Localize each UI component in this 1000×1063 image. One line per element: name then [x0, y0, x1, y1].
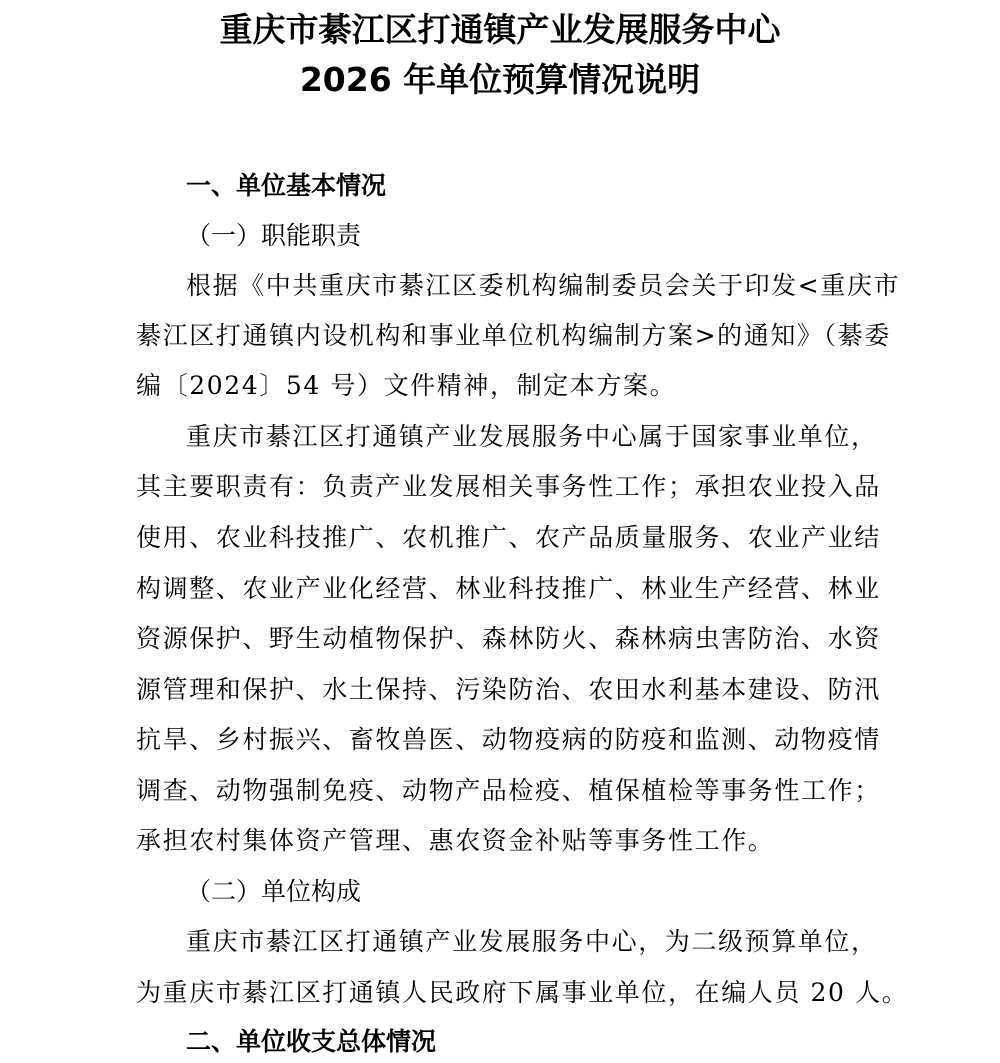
- paragraph-2-line-7: 抗旱、乡村振兴、畜牧兽医、动物疫病的防疫和监测、动物疫情: [136, 725, 881, 754]
- section-2-heading: 二、单位收支总体情况: [186, 1027, 437, 1056]
- paragraph-1-line-2: 綦江区打通镇内设机构和事业单位机构编制方案>的通知》（綦委: [136, 321, 891, 350]
- paragraph-2-line-4: 构调整、农业产业化经营、林业科技推广、林业生产经营、林业: [136, 574, 881, 603]
- subsection-1-heading: （一）职能职责: [186, 221, 362, 250]
- paragraph-2-line-2: 其主要职责有：负责产业发展相关事务性工作；承担农业投入品: [136, 472, 881, 501]
- document-title-line-2: 2026 年单位预算情况说明: [299, 60, 701, 99]
- paragraph-2-line-1: 重庆市綦江区打通镇产业发展服务中心属于国家事业单位，: [186, 422, 878, 451]
- paragraph-1-line-3: 编〔2024〕54 号）文件精神，制定本方案。: [136, 371, 677, 400]
- paragraph-2-line-5: 资源保护、野生动植物保护、森林防火、森林病虫害防治、水资: [136, 624, 881, 653]
- paragraph-2-line-8: 调查、动物强制免疫、动物产品检疫、植保植检等事务性工作；: [136, 776, 881, 805]
- document-title-line-1: 重庆市綦江区打通镇产业发展服务中心: [219, 10, 781, 49]
- paragraph-1-line-1: 根据《中共重庆市綦江区委机构编制委员会关于印发<重庆市: [186, 271, 901, 300]
- section-1-heading: 一、单位基本情况: [186, 171, 387, 200]
- paragraph-3-line-1: 重庆市綦江区打通镇产业发展服务中心，为二级预算单位，: [186, 927, 878, 956]
- paragraph-2-line-6: 源管理和保护、水土保持、污染防治、农田水利基本建设、防汛: [136, 675, 881, 704]
- subsection-2-heading: （二）单位构成: [186, 877, 362, 906]
- paragraph-2-line-9: 承担农村集体资产管理、惠农资金补贴等事务性工作。: [136, 826, 775, 855]
- paragraph-3-line-2: 为重庆市綦江区打通镇人民政府下属事业单位，在编人员 20 人。: [136, 978, 909, 1007]
- paragraph-2-line-3: 使用、农业科技推广、农机推广、农产品质量服务、农业产业结: [136, 523, 881, 552]
